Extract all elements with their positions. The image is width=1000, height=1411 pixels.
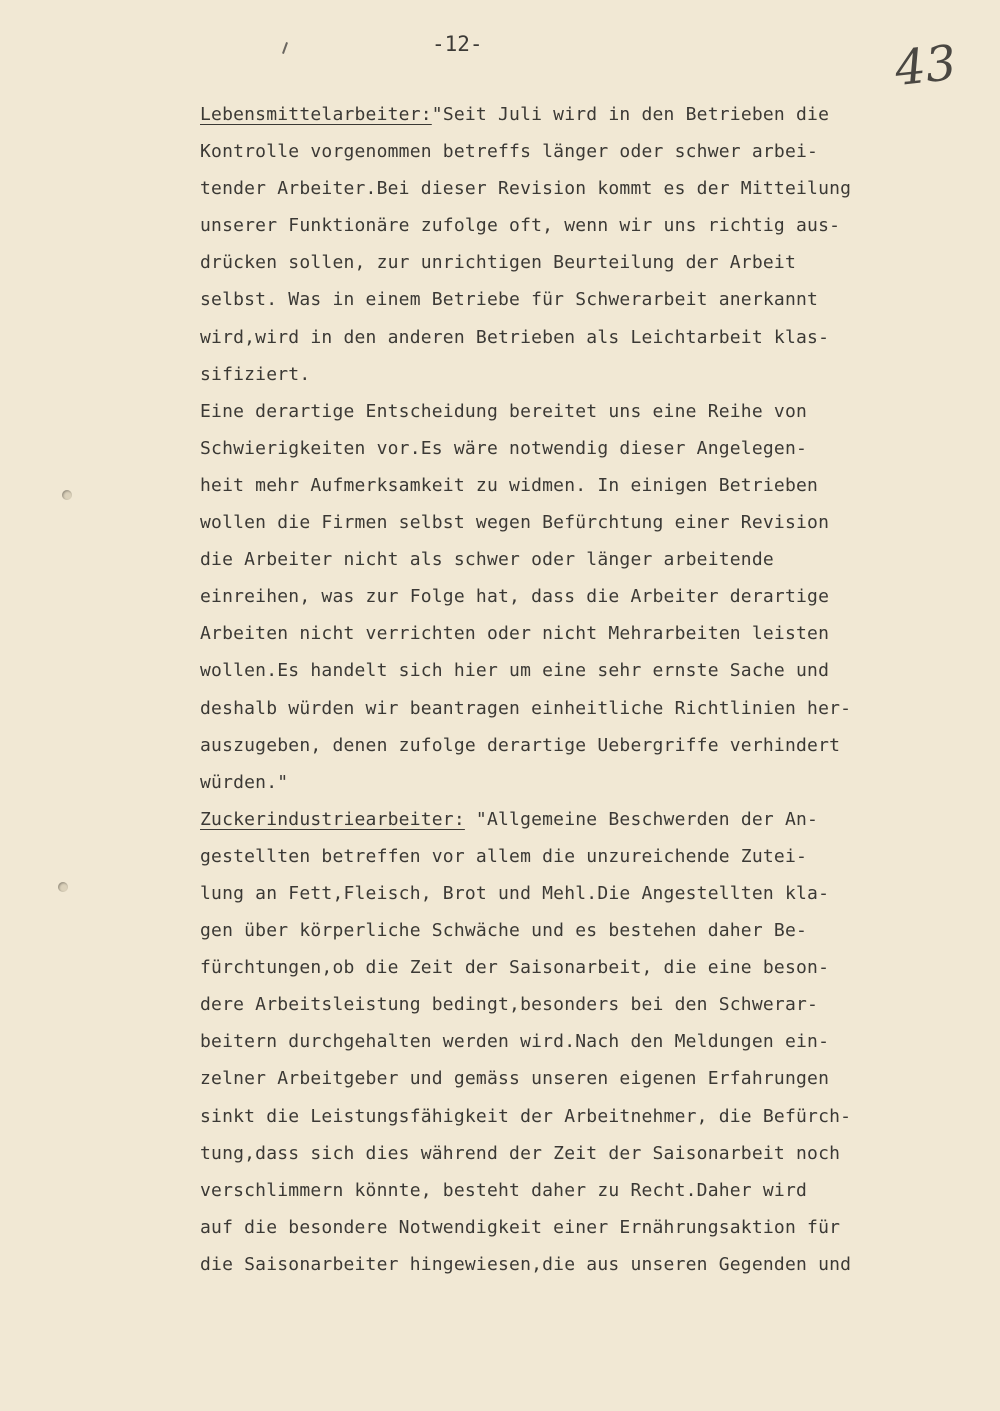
text-line: dere Arbeitsleistung bedingt,besonders bei den Schwerar- xyxy=(200,994,819,1016)
text-line: verschlimmern könnte, besteht daher zu Recht.Daher wird xyxy=(200,1179,808,1201)
text-line: lung an Fett,Fleisch, Brot und Mehl.Die Angestellten kla- xyxy=(200,882,830,904)
typed-body-text xyxy=(200,96,940,1283)
text-line: drücken sollen, zur unrichtigen Beurteilung der Arbeit xyxy=(200,252,796,274)
page-number: -12- xyxy=(432,32,483,56)
handwritten-folio-number: 43 xyxy=(892,34,959,98)
text-line: deshalb würden wir beantragen einheitliche Richtlinien her- xyxy=(200,697,852,719)
text-line: beitern durchgehalten werden wird.Nach den Meldungen ein- xyxy=(200,1031,830,1053)
text-line: würden." xyxy=(200,771,289,793)
text-line: auszugeben, denen zufolge derartige Uebergriffe verhindert xyxy=(200,734,841,756)
punch-hole xyxy=(58,882,68,892)
text-fragment: "Seit Juli wird in den Betrieben die xyxy=(431,104,830,125)
text-line: Eine derartige Entscheidung bereitet uns eine Reihe von xyxy=(200,400,808,422)
text-line: wollen die Firmen selbst wegen Befürchtung einer Revision xyxy=(200,512,830,534)
text-line: selbst. Was in einem Betriebe für Schwerarbeit anerkannt xyxy=(200,289,819,311)
text-line: auf die besondere Notwendigkeit einer Ernährungsaktion für xyxy=(200,1216,841,1238)
text-line: Schwierigkeiten vor.Es wäre notwendig dieser Angelegen- xyxy=(200,437,808,459)
text-line: wird,wird in den anderen Betrieben als Leichtarbeit klas- xyxy=(200,326,830,348)
text-fragment: "Allgemeine Beschwerden der An- xyxy=(464,808,819,830)
text-line: zelner Arbeitgeber und gemäss unseren eigenen Erfahrungen xyxy=(200,1068,830,1090)
text-line: gestellten betreffen vor allem die unzureichende Zutei- xyxy=(200,845,808,867)
section-heading-sugar-workers: Zuckerindustriearbeiter: xyxy=(200,808,465,830)
text-line: Kontrolle vorgenommen betreffs länger oder schwer arbei- xyxy=(200,141,819,163)
text-line: einreihen, was zur Folge hat, dass die Arbeiter derartige xyxy=(200,586,830,608)
text-line: die Saisonarbeiter hingewiesen,die aus unseren Gegenden und xyxy=(200,1253,852,1275)
text-line: wollen.Es handelt sich hier um eine sehr ernste Sache und xyxy=(200,660,830,682)
section-heading-food-workers: Lebensmittelarbeiter: xyxy=(200,104,432,125)
text-line: tung,dass sich dies während der Zeit der Saisonarbeit noch xyxy=(200,1142,841,1164)
punch-hole xyxy=(62,490,72,500)
text-line: unserer Funktionäre zufolge oft, wenn wir uns richtig aus- xyxy=(200,215,841,237)
text-line: die Arbeiter nicht als schwer oder länger arbeitende xyxy=(200,549,774,571)
text-line xyxy=(200,801,940,838)
text-line xyxy=(200,96,940,133)
text-line: sinkt die Leistungsfähigkeit der Arbeitnehmer, die Befürch- xyxy=(200,1105,852,1127)
text-line: sifiziert. xyxy=(200,363,311,385)
text-line: Arbeiten nicht verrichten oder nicht Mehrarbeiten leisten xyxy=(200,623,830,645)
pencil-mark xyxy=(282,42,288,54)
text-line: tender Arbeiter.Bei dieser Revision kommt es der Mitteilung xyxy=(200,178,852,200)
text-line: heit mehr Aufmerksamkeit zu widmen. In einigen Betrieben xyxy=(200,474,819,496)
text-line: fürchtungen,ob die Zeit der Saisonarbeit, die eine beson- xyxy=(200,957,830,979)
text-line: gen über körperliche Schwäche und es bestehen daher Be- xyxy=(200,920,808,942)
